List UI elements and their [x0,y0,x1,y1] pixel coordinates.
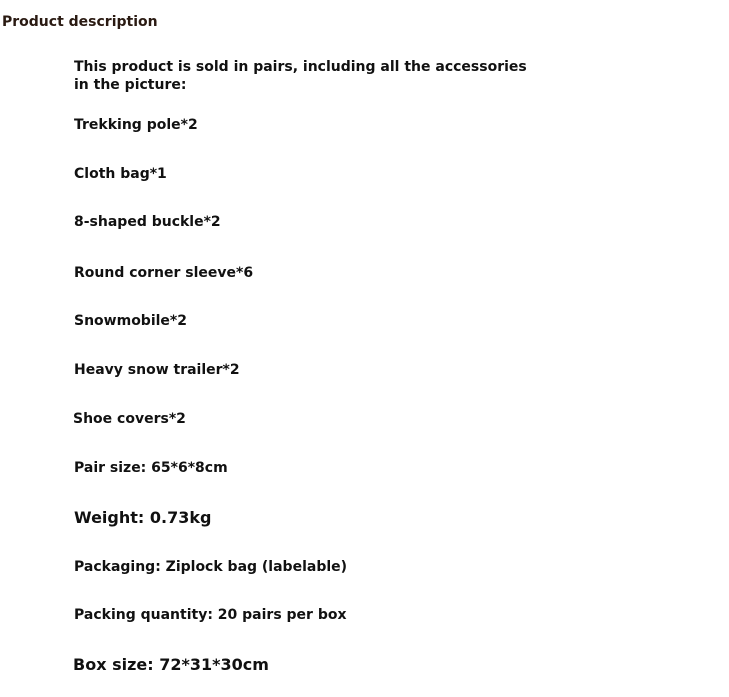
spec-item-snowmobile: Snowmobile*2 [74,313,187,329]
spec-item-weight: Weight: 0.73kg [74,508,212,527]
spec-item-packing-quantity: Packing quantity: 20 pairs per box [74,607,347,623]
spec-item-trekking-pole: Trekking pole*2 [74,117,198,133]
spec-item-buckle: 8-shaped buckle*2 [74,214,221,230]
spec-item-box-size: Box size: 72*31*30cm [73,655,269,674]
page-title: Product description [2,14,158,30]
spec-item-pair-size: Pair size: 65*6*8cm [74,460,228,476]
spec-item-shoe-covers: Shoe covers*2 [73,411,186,427]
spec-item-cloth-bag: Cloth bag*1 [74,166,167,182]
spec-item-snow-trailer: Heavy snow trailer*2 [74,362,240,378]
spec-item-packaging: Packaging: Ziplock bag (labelable) [74,559,348,575]
intro-text: This product is sold in pairs, including all the accessories in the picture: [74,59,527,93]
spec-item-corner-sleeve: Round corner sleeve*6 [74,265,254,281]
